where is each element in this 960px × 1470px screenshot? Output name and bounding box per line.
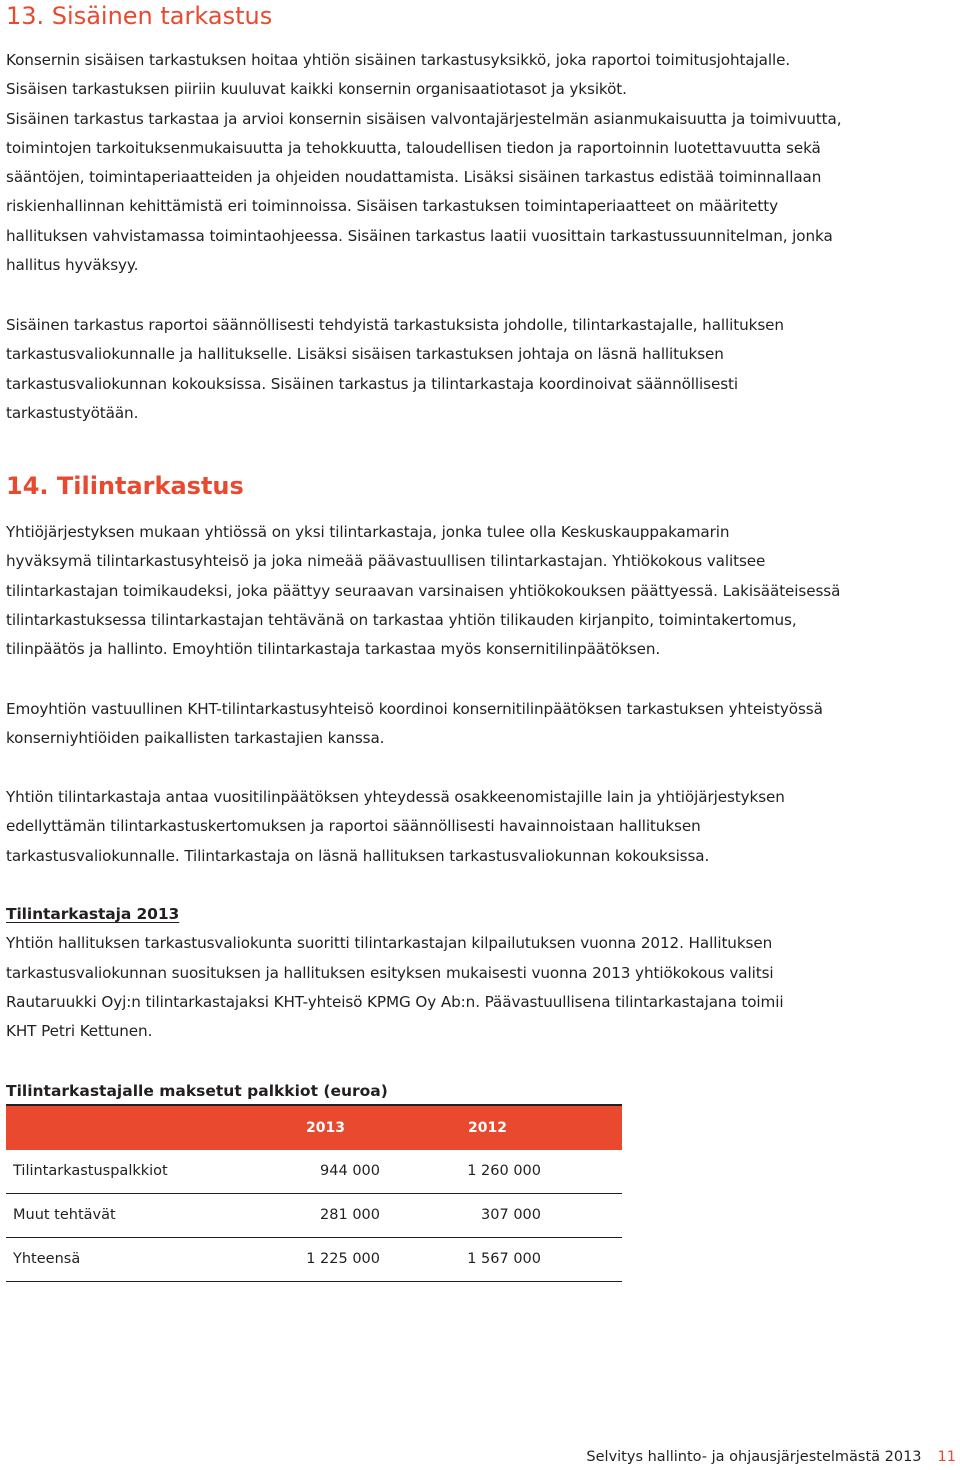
value-2012: 307 000 [481,1207,541,1223]
section-13-title: 13. Sisäinen tarkastus [6,2,273,30]
fees-table-title: Tilintarkastajalle maksetut palkkiot (euroa) [6,1082,388,1100]
section-14-paragraph-2 [6,695,823,754]
text-line: hyväksymä tilintarkastusyhteisö ja joka nimeää päävastuullisen tilintarkastajan. Yhtiökokous valitsee [6,552,766,571]
row-label: Muut tehtävät [13,1207,116,1223]
text-line: Sisäinen tarkastus raportoi säännöllisesti tehdyistä tarkastuksista johdolle, tilintarkastajalle, hallituksen [6,316,784,334]
table-row [6,1150,622,1194]
text-line: toimintojen tarkoituksenmukaisuutta ja tehokkuutta, taloudellisen tiedon ja raportoinnin luotettavuutta sekä [6,138,821,157]
page-footer [6,1445,956,1469]
text-line: tarkastustyötään. [6,403,139,422]
text-line: Konsernin sisäisen tarkastuksen hoitaa yhtiön sisäinen tarkastusyksikkö, joka raportoi toimitusjohtajalle. [6,51,791,69]
table-row [6,1194,622,1238]
column-header-2013: 2013 [306,1120,345,1136]
column-header-2012: 2012 [468,1120,507,1136]
footer-title: Selvitys hallinto- ja ohjausjärjestelmästä 2013 [586,1449,922,1465]
text-line: tarkastusvaliokunnalle ja hallitukselle. Lisäksi sisäisen tarkastuksen johtaja on läsnä hallituksen [6,345,724,364]
table-row [6,1238,622,1282]
section-14-paragraph-1 [6,518,840,664]
text-line: riskienhallinnan kehittämistä eri toiminnoissa. Sisäisen tarkastuksen toimintaperiaatteet on määritetty [6,197,778,216]
text-line: KHT Petri Kettunen. [6,1022,153,1041]
value-2013: 944 000 [320,1163,380,1179]
value-2012: 1 260 000 [467,1163,541,1179]
text-line: Yhtiön tilintarkastaja antaa vuositilinpäätöksen yhteydessä osakkeenomistajille lain ja yhtiöjärjestyksen [6,788,785,806]
text-line: Yhtiön hallituksen tarkastusvaliokunta suoritti tilintarkastajan kilpailutuksen vuonna 2012. Hallituksen [6,934,773,953]
text-line: Rautaruukki Oyj:n tilintarkastajaksi KHT-yhteisö KPMG Oy Ab:n. Päävastuullisena tilintarkastajana toimii [6,992,784,1011]
value-2012: 1 567 000 [467,1251,541,1267]
auditor-2013-section [6,900,784,1046]
text-line: sääntöjen, toimintaperiaatteiden ja ohjeiden noudattamista. Lisäksi sisäinen tarkastus edistää toiminnallaan [6,168,822,187]
text-line: tilintarkastuksessa tilintarkastajan tehtävänä on tarkastaa yhtiön tilikauden kirjanpito, toimintakertomus, [6,610,797,629]
text-line: konserniyhtiöiden paikallisten tarkastajien kanssa. [6,729,385,748]
text-line: Sisäinen tarkastus tarkastaa ja arvioi konsernin sisäisen valvontajärjestelmän asianmukaisuutta ja toimivuutta, [6,109,842,128]
section-14-title: 14. Tilintarkastus [6,472,244,500]
value-2013: 1 225 000 [306,1251,380,1267]
row-label: Tilintarkastuspalkkiot [13,1163,168,1179]
text-line: tarkastusvaliokunnan suosituksen ja hallituksen esityksen mukaisesti vuonna 2013 yhtiökokous valitsi [6,963,774,982]
text-line: Yhtiöjärjestyksen mukaan yhtiössä on yksi tilintarkastaja, jonka tulee olla Keskuskauppakamarin [6,523,730,541]
text-line: Sisäisen tarkastuksen piiriin kuuluvat kaikki konsernin organisaatiotasot ja yksiköt. [6,80,627,99]
text-line: tarkastusvaliokunnan kokouksissa. Sisäinen tarkastus ja tilintarkastaja koordinoivat säännöllisesti [6,374,738,393]
section-14-paragraph-3 [6,783,785,871]
fees-table-header [6,1106,622,1150]
text-line: hallituksen vahvistamassa toimintaohjeessa. Sisäinen tarkastus laatii vuosittain tarkastussuunnitelman, jonka [6,226,833,245]
auditor-2013-heading: Tilintarkastaja 2013 [6,905,180,923]
section-13-paragraph-2 [6,311,784,428]
text-line: tilintarkastajan toimikaudeksi, joka päättyy seuraavan varsinaisen yhtiökokouksen päättyessä. Lakisääteisessä [6,581,841,600]
text-line: hallitus hyväksyy. [6,256,139,275]
page-number: 11 [937,1449,956,1465]
text-line: Emoyhtiön vastuullinen KHT-tilintarkastusyhteisö koordinoi konsernitilinpäätöksen tarkastuksen yhteistyössä [6,700,823,718]
text-line: tilinpäätös ja hallinto. Emoyhtiön tilintarkastaja tarkastaa myös konsernitilinpäätöksen. [6,640,661,659]
value-2013: 281 000 [320,1207,380,1223]
text-line: tarkastusvaliokunnalle. Tilintarkastaja on läsnä hallituksen tarkastusvaliokunnan kokouksissa. [6,846,710,865]
text-line: edellyttämän tilintarkastuskertomuksen ja raportoi säännöllisesti havainnoistaan hallituksen [6,817,701,836]
row-label: Yhteensä [13,1251,81,1267]
section-13-paragraph-1 [6,46,841,280]
